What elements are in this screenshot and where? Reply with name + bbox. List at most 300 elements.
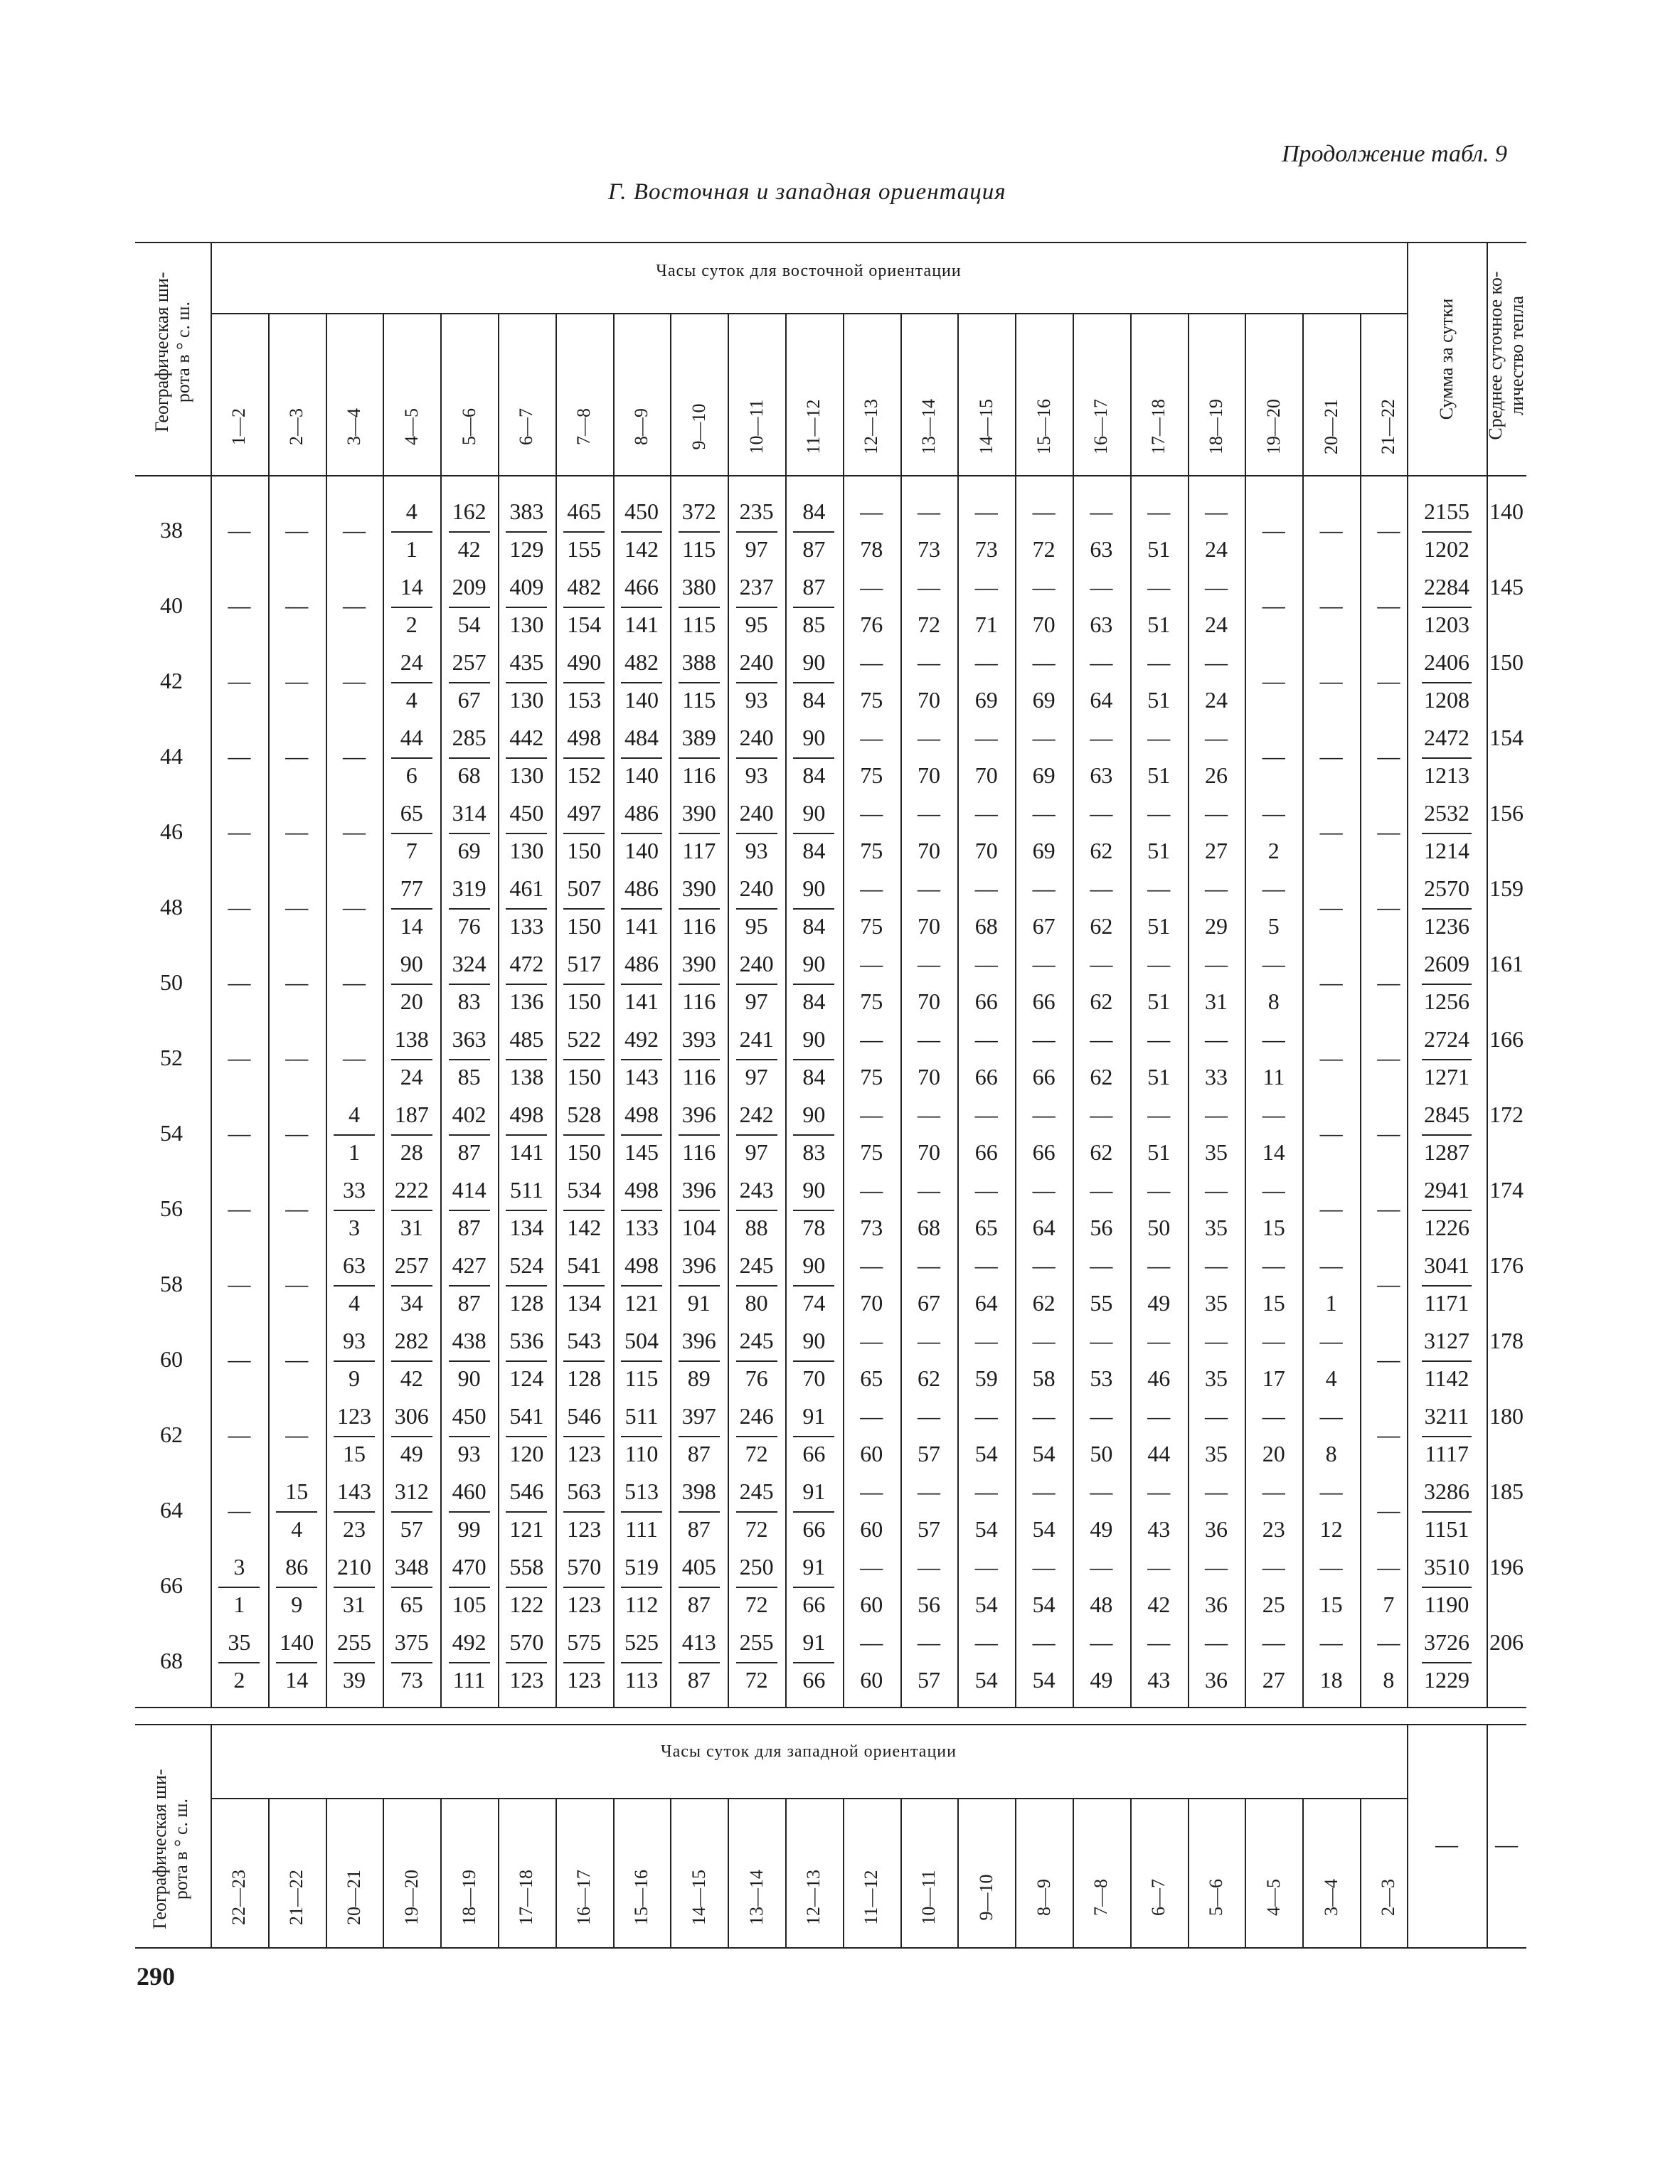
table-cell: 113 (624, 1667, 659, 1693)
table-cell: — (974, 1403, 998, 1429)
table-cell: 245 (739, 1328, 774, 1353)
table-cell: 24 (1204, 536, 1228, 562)
table-cell: — (1377, 1554, 1400, 1580)
table-cell: 511 (509, 1177, 543, 1203)
table-cell: 75 (860, 913, 883, 939)
lat-value: 44 (160, 743, 183, 769)
table-cell: 62 (1090, 1139, 1113, 1165)
table-cell: 74 (802, 1290, 826, 1316)
table-cell: 51 (1147, 1139, 1171, 1165)
table-cell: 140 (624, 762, 659, 788)
table-cell: 546 (567, 1403, 602, 1429)
table-cell: 93 (745, 838, 768, 863)
table-cell: 525 (624, 1629, 659, 1655)
table-cell: 138 (509, 1064, 544, 1090)
west-column-divider (1015, 1798, 1016, 1947)
table-cell: 49 (1090, 1667, 1113, 1693)
table-cell: 72 (745, 1441, 768, 1466)
table-cell: — (1262, 1026, 1285, 1052)
table-cell: — (1147, 499, 1171, 524)
table-cell: — (1204, 1403, 1228, 1429)
table-cell: — (1147, 1554, 1171, 1580)
table-cell: — (1262, 668, 1285, 693)
table-cell: — (1147, 1403, 1171, 1429)
west-column-divider (1245, 1798, 1246, 1947)
hour-header: 14—15 (975, 399, 996, 454)
table-cell: — (228, 819, 251, 844)
table-cell: — (1262, 1252, 1285, 1278)
sum-cell: 1213 (1424, 762, 1469, 788)
table-cell: 73 (860, 1215, 883, 1240)
table-cell: 87 (457, 1215, 481, 1240)
west-avg-mark: — (1495, 1831, 1518, 1857)
avg-cell: 172 (1489, 1102, 1524, 1127)
table-cell: 141 (624, 913, 659, 939)
table-cell: 87 (687, 1667, 711, 1693)
table-cell: — (1032, 875, 1056, 901)
table-cell: 95 (745, 913, 768, 939)
table-cell: 498 (509, 1102, 544, 1127)
table-cell: 396 (681, 1102, 716, 1127)
table-cell: — (228, 1497, 251, 1523)
table-cell: — (917, 1403, 940, 1429)
table-cell: 460 (452, 1479, 487, 1504)
table-cell: — (860, 1328, 883, 1353)
table-cell: 141 (624, 989, 659, 1014)
table-cell: — (1032, 951, 1056, 976)
table-cell: 35 (1204, 1290, 1228, 1316)
table-cell: 133 (624, 1215, 659, 1240)
table-cell: — (1147, 725, 1171, 750)
table-cell: — (917, 725, 940, 750)
table-cell: — (285, 894, 309, 920)
table-cell: 246 (739, 1403, 774, 1429)
table-cell: — (917, 1479, 940, 1504)
table-cell: — (1204, 875, 1228, 901)
table-cell: 27 (1262, 1667, 1285, 1693)
table-cell: 31 (1204, 989, 1228, 1014)
table-cell: 162 (452, 499, 487, 524)
table-cell: — (1032, 1026, 1056, 1052)
table-cell: 66 (1032, 1064, 1056, 1090)
sum-cell: 1229 (1424, 1667, 1469, 1693)
sum-cell: 3127 (1424, 1328, 1469, 1353)
table-cell: — (1204, 1554, 1228, 1580)
table-cell: — (1032, 800, 1056, 826)
table-cell: 60 (860, 1667, 883, 1693)
table-cell: — (974, 1554, 998, 1580)
sum-column-header: Сумма за сутки (1436, 298, 1457, 420)
table-cell: 35 (228, 1629, 251, 1655)
table-cell: 388 (681, 649, 716, 675)
table-cell: — (1319, 969, 1343, 995)
table-cell: 91 (802, 1403, 826, 1429)
sum-cell: 3510 (1424, 1554, 1469, 1580)
table-cell: — (974, 875, 998, 901)
table-cell: — (1319, 743, 1343, 769)
table-cell: 70 (974, 762, 998, 788)
sum-cell: 2845 (1424, 1102, 1469, 1127)
table-cell: 87 (687, 1592, 711, 1617)
table-cell: 70 (917, 913, 940, 939)
west-column-divider (268, 1798, 270, 1947)
table-cell: — (1147, 800, 1171, 826)
table-cell: — (1204, 725, 1228, 750)
table-cell: — (1147, 1328, 1171, 1353)
table-cell: — (1147, 1102, 1171, 1127)
table-cell: — (1262, 517, 1285, 543)
table-cell: — (860, 574, 883, 600)
table-cell: — (974, 951, 998, 976)
table-cell: 53 (1090, 1365, 1113, 1391)
table-cell: 4 (348, 1102, 360, 1127)
table-cell: 363 (452, 1026, 487, 1052)
sum-cell: 1171 (1424, 1290, 1469, 1316)
table-cell: 123 (567, 1667, 602, 1693)
lat-column-header: Географическая ши- рота в ° с. ш. (151, 272, 193, 432)
avg-cell: 150 (1489, 649, 1524, 675)
table-cell: 116 (682, 1064, 716, 1090)
west-hour-header: 17—18 (516, 1870, 537, 1925)
table-cell: 9 (291, 1592, 303, 1617)
table-cell: 77 (400, 875, 423, 901)
west-column-divider (383, 1798, 384, 1947)
table-cell: — (1319, 1045, 1343, 1070)
avg-cell: 156 (1489, 800, 1524, 826)
table-cell: — (1262, 1554, 1285, 1580)
table-cell: — (1377, 1120, 1400, 1146)
table-cell: 44 (1147, 1441, 1171, 1466)
table-cell: — (917, 1102, 940, 1127)
table-cell: 117 (682, 838, 716, 863)
sum-cell: 1214 (1424, 838, 1469, 863)
table-cell: — (1377, 1346, 1400, 1372)
hour-header: 8—9 (631, 408, 652, 445)
hour-header: 9—10 (688, 403, 709, 450)
table-cell: 111 (452, 1667, 486, 1693)
table-cell: 486 (624, 951, 659, 976)
table-cell: 511 (624, 1403, 659, 1429)
table-cell: 138 (394, 1026, 429, 1052)
table-cell: 405 (681, 1554, 716, 1580)
table-cell: — (1090, 951, 1113, 976)
hour-header: 2—3 (286, 408, 307, 445)
west-hour-header: 10—11 (918, 1870, 939, 1925)
west-hour-header: 12—13 (803, 1870, 824, 1925)
sum-cell: 1203 (1424, 612, 1469, 637)
table-cell: — (1377, 1497, 1400, 1523)
table-cell: 90 (802, 1328, 826, 1353)
table-cell: — (1319, 668, 1343, 693)
table-cell: — (917, 800, 940, 826)
table-cell: 87 (457, 1290, 481, 1316)
table-cell: 409 (509, 574, 544, 600)
table-cell: 63 (1090, 612, 1113, 637)
table-cell: 51 (1147, 1064, 1171, 1090)
table-cell: 497 (567, 800, 602, 826)
west-column-divider (843, 1798, 844, 1947)
table-cell: 63 (1090, 536, 1113, 562)
table-cell: 257 (394, 1252, 429, 1278)
hour-header: 12—13 (861, 399, 882, 454)
table-cell: 312 (394, 1479, 429, 1504)
table-cell: 130 (509, 762, 544, 788)
table-cell: — (1090, 1629, 1113, 1655)
table-cell: 66 (802, 1441, 826, 1466)
table-cell: — (1147, 1177, 1171, 1203)
table-cell: — (1032, 1328, 1056, 1353)
table-cell: 12 (1319, 1516, 1343, 1542)
table-cell: 154 (567, 612, 602, 637)
table-cell: 69 (1032, 687, 1056, 713)
lat-value: 48 (160, 894, 183, 920)
west-bottom-rule (135, 1947, 1526, 1949)
west-hour-header: 21—22 (286, 1870, 307, 1925)
table-cell: 122 (509, 1592, 544, 1617)
table-cell: — (1262, 1102, 1285, 1127)
hour-header: 15—16 (1033, 399, 1054, 454)
table-cell: 60 (860, 1592, 883, 1617)
table-cell: 90 (400, 951, 423, 976)
table-cell: 24 (1204, 687, 1228, 713)
west-column-divider (555, 1798, 557, 1947)
table-cell: — (285, 819, 309, 844)
table-cell: 240 (739, 875, 774, 901)
table-cell: 14 (400, 574, 423, 600)
table-cell: 64 (1032, 1215, 1056, 1240)
table-cell: 130 (509, 612, 544, 637)
table-cell: 83 (802, 1139, 826, 1165)
table-cell: 90 (802, 1177, 826, 1203)
table-cell: — (285, 517, 309, 543)
table-cell: — (860, 499, 883, 524)
west-column-divider (1188, 1798, 1189, 1947)
table-cell: — (228, 1045, 251, 1070)
table-subtitle: Г. Восточная и западная ориентация (608, 179, 1006, 205)
table-cell: — (1262, 743, 1285, 769)
table-cell: — (1377, 1195, 1400, 1221)
table-cell: 73 (917, 536, 940, 562)
table-cell: — (1032, 1252, 1056, 1278)
table-cell: 6 (405, 762, 418, 788)
table-cell: 1 (348, 1139, 360, 1165)
table-cell: 50 (1147, 1215, 1171, 1240)
table-cell: 4 (291, 1516, 303, 1542)
table-cell: 124 (509, 1365, 544, 1391)
west-lat-column-header: Географическая ши- рота в ° с. ш. (149, 1769, 191, 1929)
table-cell: 91 (802, 1479, 826, 1504)
lat-value: 40 (160, 592, 183, 618)
table-cell: — (1204, 1328, 1228, 1353)
table-cell: 155 (567, 536, 602, 562)
lat-value: 64 (160, 1497, 183, 1523)
table-cell: 435 (509, 649, 544, 675)
west-hour-header: 5—6 (1206, 1879, 1226, 1916)
table-cell: 534 (567, 1177, 602, 1203)
table-cell: 84 (802, 687, 826, 713)
table-cell: 60 (860, 1516, 883, 1542)
table-cell: 240 (739, 800, 774, 826)
table-cell: 143 (336, 1479, 371, 1504)
avg-cell: 161 (1489, 951, 1524, 976)
hour-header: 5—6 (458, 408, 479, 445)
table-cell: — (917, 951, 940, 976)
hour-header: 7—8 (573, 408, 595, 445)
table-cell: 90 (802, 1102, 826, 1127)
table-cell: 486 (624, 800, 659, 826)
hour-header: 21—22 (1378, 399, 1399, 454)
table-cell: — (1262, 592, 1285, 618)
table-cell: 59 (974, 1365, 998, 1391)
table-cell: 70 (917, 1139, 940, 1165)
table-cell: 498 (624, 1177, 659, 1203)
table-cell: 110 (624, 1441, 659, 1466)
table-cell: 31 (400, 1215, 423, 1240)
table-cell: 24 (1204, 612, 1228, 637)
table-cell: 84 (802, 989, 826, 1014)
table-cell: 209 (452, 574, 487, 600)
table-cell: 4 (405, 687, 418, 713)
hour-header: 20—21 (1320, 399, 1341, 454)
page-number: 290 (137, 1962, 175, 1991)
sum-cell: 2472 (1424, 725, 1469, 750)
table-cell: 306 (394, 1403, 429, 1429)
table-cell: — (285, 1045, 309, 1070)
table-cell: — (860, 725, 883, 750)
lat-value: 42 (160, 668, 183, 693)
table-cell: 33 (1204, 1064, 1228, 1090)
table-cell: 128 (567, 1365, 602, 1391)
table-cell: — (285, 1346, 309, 1372)
sum-cell: 2532 (1424, 800, 1469, 826)
table-cell: — (974, 1026, 998, 1052)
table-cell: 84 (802, 499, 826, 524)
lat-value: 56 (160, 1195, 183, 1221)
west-hour-header: 9—10 (975, 1874, 996, 1921)
west-hour-header: 22—23 (228, 1870, 250, 1925)
hour-header: 1—2 (228, 408, 250, 445)
sum-cell: 1117 (1425, 1441, 1469, 1466)
table-cell: — (974, 725, 998, 750)
table-cell: 36 (1204, 1592, 1228, 1617)
table-cell: 2 (405, 612, 418, 637)
lat-value: 68 (160, 1648, 183, 1673)
table-cell: 442 (509, 725, 544, 750)
table-cell: 14 (1262, 1139, 1285, 1165)
table-cell: 20 (400, 989, 423, 1014)
table-cell: — (285, 1120, 309, 1146)
table-cell: 54 (1032, 1516, 1056, 1542)
lat-value: 60 (160, 1346, 183, 1372)
table-cell: — (917, 1026, 940, 1052)
table-cell: — (974, 499, 998, 524)
table-cell: — (1204, 1177, 1228, 1203)
table-cell: 470 (452, 1554, 487, 1580)
table-cell: 90 (802, 1026, 826, 1052)
table-cell: 62 (1090, 838, 1113, 863)
table-cell: 58 (1032, 1365, 1056, 1391)
table-cell: 492 (624, 1026, 659, 1052)
table-cell: 536 (509, 1328, 544, 1353)
table-cell: 57 (400, 1516, 423, 1542)
table-cell: — (285, 1422, 309, 1447)
table-cell: — (860, 800, 883, 826)
table-cell: — (1262, 1629, 1285, 1655)
sum-cell: 1271 (1424, 1064, 1469, 1090)
table-cell: 56 (917, 1592, 940, 1617)
table-cell: 450 (452, 1403, 487, 1429)
table-cell: 414 (452, 1177, 487, 1203)
table-cell: 73 (974, 536, 998, 562)
table-cell: 397 (681, 1403, 716, 1429)
table-cell: 68 (457, 762, 481, 788)
table-cell: 142 (567, 1215, 602, 1240)
table-cell: — (1090, 574, 1113, 600)
avg-cell: 174 (1489, 1177, 1524, 1203)
table-cell: 145 (624, 1139, 659, 1165)
sum-cell: 1190 (1424, 1592, 1469, 1617)
table-cell: 51 (1147, 612, 1171, 637)
table-cell: — (1090, 1026, 1113, 1052)
table-cell: 4 (348, 1290, 360, 1316)
table-cell: 90 (802, 725, 826, 750)
table-cell: 222 (394, 1177, 429, 1203)
table-cell: 35 (1204, 1139, 1228, 1165)
table-cell: 49 (1147, 1290, 1171, 1316)
table-cell: 39 (342, 1667, 366, 1693)
table-cell: 70 (917, 989, 940, 1014)
table-cell: — (1319, 1554, 1343, 1580)
table-cell: 142 (624, 536, 659, 562)
table-cell: 65 (400, 1592, 423, 1617)
table-cell: — (1377, 969, 1400, 995)
table-cell: 35 (1204, 1365, 1228, 1391)
sum-cell: 1226 (1424, 1215, 1469, 1240)
table-cell: 115 (682, 612, 716, 637)
table-cell: — (285, 1195, 309, 1221)
table-cell: 97 (745, 1139, 768, 1165)
table-cell: 64 (1090, 687, 1113, 713)
table-cell: 51 (1147, 989, 1171, 1014)
table-cell: 257 (452, 649, 487, 675)
table-cell: 33 (342, 1177, 366, 1203)
sum-cell: 1236 (1424, 913, 1469, 939)
table-cell: 2 (1267, 838, 1280, 863)
table-cell: 90 (802, 1252, 826, 1278)
table-cell: 1 (1325, 1290, 1337, 1316)
table-cell: — (974, 1252, 998, 1278)
table-cell: 62 (1090, 913, 1113, 939)
hour-header: 17—18 (1148, 399, 1169, 454)
table-cell: — (1319, 1479, 1343, 1504)
table-cell: 413 (681, 1629, 716, 1655)
table-cell: 140 (624, 687, 659, 713)
table-cell: 90 (802, 649, 826, 675)
hour-header: 18—19 (1206, 399, 1226, 454)
table-cell: 54 (1032, 1441, 1056, 1466)
table-cell: 35 (1204, 1215, 1228, 1240)
table-cell: 85 (457, 1064, 481, 1090)
west-hour-header: 8—9 (1033, 1879, 1054, 1916)
table-cell: — (917, 1554, 940, 1580)
table-cell: — (1377, 1629, 1400, 1655)
table-cell: 130 (509, 838, 544, 863)
table-cell: — (228, 1422, 251, 1447)
table-cell: — (1204, 1479, 1228, 1504)
table-cell: — (1319, 1195, 1343, 1221)
table-cell: 72 (745, 1592, 768, 1617)
table-cell: 68 (917, 1215, 940, 1240)
